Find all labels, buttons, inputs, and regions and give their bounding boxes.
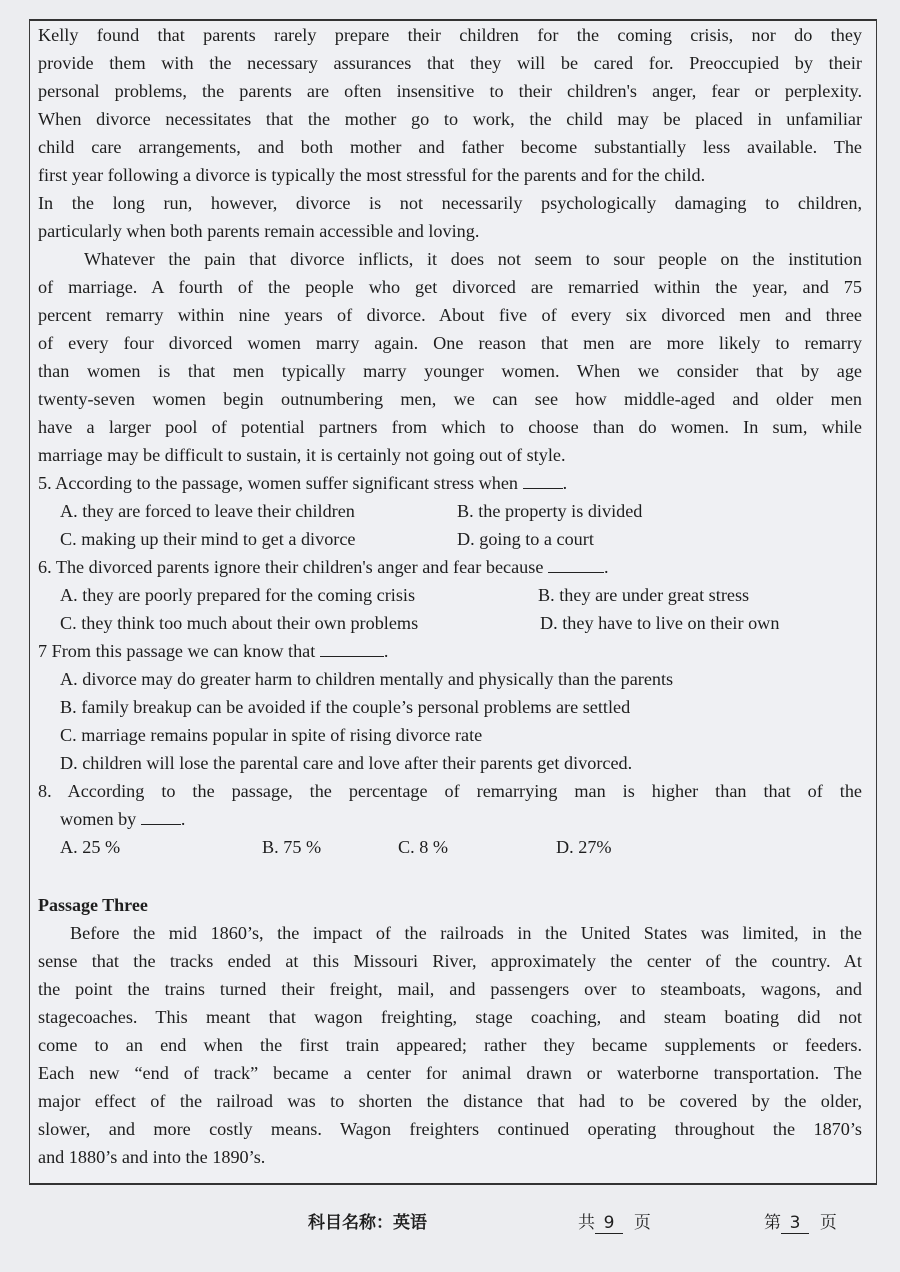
option-b: B. they are under great stress xyxy=(538,585,750,605)
paragraph-line: Kelly found that parents rarely prepare their children for the coming crisis, nor do they xyxy=(38,25,862,45)
paragraph-line: particularly when both parents remain accessible and loving. xyxy=(38,221,480,241)
question-5: 5. According to the passage, women suffer significant stress when . xyxy=(38,473,568,493)
subject-name: 科目名称：英语 xyxy=(308,1213,427,1233)
total-pages-value: 9 xyxy=(595,1213,623,1234)
question-6: 6. The divorced parents ignore their children's anger and fear because . xyxy=(38,557,609,577)
paragraph-line: than women is that men typically marry younger women. When we consider that by age xyxy=(38,361,862,381)
question-8-stem-cont: women by . xyxy=(60,809,186,829)
answer-blank xyxy=(523,474,563,489)
option-c: C. they think too much about their own problems xyxy=(60,613,419,633)
paragraph-line: percent remarry within nine years of divorce. About five of every six divorced men and three xyxy=(38,305,862,325)
paragraph-line: sense that the tracks ended at this Missouri River, approximately the center of the country. At xyxy=(38,951,862,971)
option-d: D. they have to live on their own xyxy=(540,613,780,633)
paragraph-line: major effect of the railroad was to shorten the distance that had to be covered by the older, xyxy=(38,1091,862,1111)
question-stem: women by xyxy=(60,809,137,829)
paragraph-line: In the long run, however, divorce is not necessarily psychologically damaging to children, xyxy=(38,193,862,213)
paragraph-line: Whatever the pain that divorce inflicts, it does not seem to sour people on the institution xyxy=(84,249,862,269)
paragraph-line: the point the trains turned their freight, mail, and passengers over to steamboats, wagons, and xyxy=(38,979,862,999)
question-7: 7 From this passage we can know that . xyxy=(38,641,389,661)
page-number-value: 3 xyxy=(781,1213,809,1234)
paragraph-line: When divorce necessitates that the mother go to work, the child may be placed in unfamiliar xyxy=(38,109,862,129)
paragraph-line: twenty-seven women begin outnumbering men, we can see how middle-aged and older men xyxy=(38,389,862,409)
total-pages xyxy=(578,1208,651,1234)
paragraph-line: slower, and more costly means. Wagon freighters continued operating throughout the 1870’s xyxy=(38,1119,862,1139)
option-a: A. 25 % xyxy=(60,837,121,857)
option-c: C. making up their mind to get a divorce xyxy=(60,529,356,549)
paragraph-line: Before the mid 1860’s, the impact of the railroads in the United States was limited, in the xyxy=(70,923,862,943)
paragraph-line: marriage may be difficult to sustain, it is certainly not going out of style. xyxy=(38,445,566,465)
total-suffix: 页 xyxy=(633,1213,651,1233)
page-suffix: 页 xyxy=(819,1213,837,1233)
paragraph-line: child care arrangements, and both mother and father become substantially less available. The xyxy=(38,137,862,157)
paragraph-line: stagecoaches. This meant that wagon freighting, stage coaching, and steam boating did not xyxy=(38,1007,862,1027)
question-stem: 6. The divorced parents ignore their children's anger and fear because xyxy=(38,557,544,577)
page-prefix: 第 xyxy=(764,1213,781,1233)
question-8-stem: 8. According to the passage, the percentage of remarrying man is higher than that of the xyxy=(38,781,862,801)
option-c: C. 8 % xyxy=(398,837,449,857)
paragraph-line: of marriage. A fourth of the people who get divorced are remarried within the year, and 75 xyxy=(38,277,862,297)
answer-blank xyxy=(141,810,181,825)
paragraph-line: come to an end when the first train appeared; rather they became supplements or feeders. xyxy=(38,1035,862,1055)
question-stem: 5. According to the passage, women suffer significant stress when xyxy=(38,473,519,493)
option-a: A. divorce may do greater harm to children mentally and physically than the parents xyxy=(60,669,674,689)
answer-blank xyxy=(548,558,604,573)
option-d: D. 27% xyxy=(556,837,612,857)
option-a: A. they are forced to leave their children xyxy=(60,501,355,521)
page-number xyxy=(764,1208,837,1234)
answer-blank xyxy=(320,642,384,657)
option-b: B. 75 % xyxy=(262,837,322,857)
paragraph-line: of every four divorced women marry again. One reason that men are more likely to remarry xyxy=(38,333,862,353)
section-title: Passage Three xyxy=(38,895,148,915)
paragraph-line: first year following a divorce is typically the most stressful for the parents and for the child. xyxy=(38,165,706,185)
paragraph-line: and 1880’s and into the 1890’s. xyxy=(38,1147,266,1167)
total-prefix: 共 xyxy=(578,1213,595,1233)
question-stem: 7 From this passage we can know that xyxy=(38,641,316,661)
option-d: D. going to a court xyxy=(457,529,594,549)
option-d: D. children will lose the parental care and love after their parents get divorced. xyxy=(60,753,633,773)
option-b: B. the property is divided xyxy=(457,501,643,521)
option-a: A. they are poorly prepared for the coming crisis xyxy=(60,585,416,605)
option-b: B. family breakup can be avoided if the couple’s personal problems are settled xyxy=(60,697,631,717)
paragraph-line: Each new “end of track” became a center for animal drawn or waterborne transportation. The xyxy=(38,1063,862,1083)
paragraph-line: personal problems, the parents are often insensitive to their children's anger, fear or perplexity. xyxy=(38,81,862,101)
paragraph-line: have a larger pool of potential partners from which to choose than do women. In sum, while xyxy=(38,417,862,437)
option-c: C. marriage remains popular in spite of rising divorce rate xyxy=(60,725,483,745)
paragraph-line: provide them with the necessary assurances that they will be cared for. Preoccupied by their xyxy=(38,53,862,73)
